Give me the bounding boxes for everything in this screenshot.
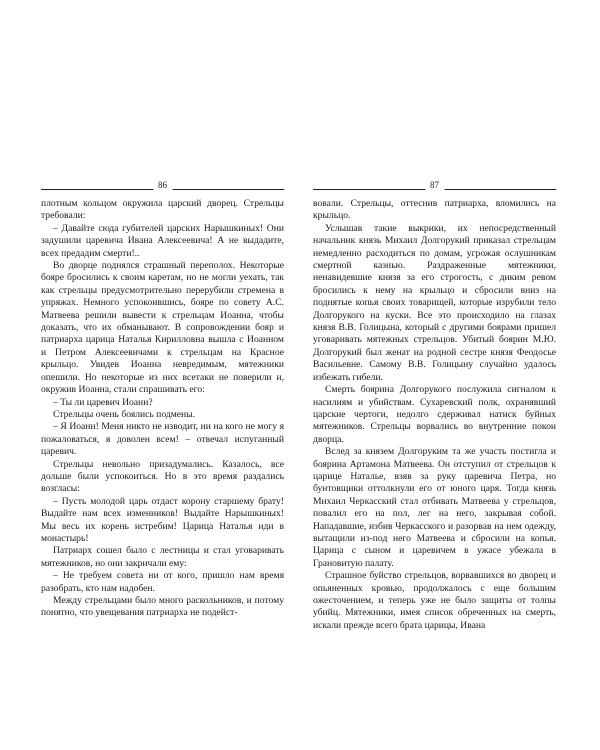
paragraph: вовали. Стрельцы, оттеснив патриарха, вломились на крыльцо. [313,198,556,222]
paragraph: Стрельцы невольно призадумались. Казалось, все дольше были успокоиться. Но в это время раздались возгласы: [41,458,284,495]
paragraph: Смерть боярина Долгорукого послужила сигналом к насилиям и убийствам. Сухаревский полк, охранявший царские чертоги, недолго сдерживал натиск буйных мятежников. Стрельцы ворвались во внутренние покои дворца. [313,384,556,445]
paragraph: – Я Иоанн! Меня никто не изводит, ни на кого не могу я пожаловаться, я доволен всем! – отвечал испуганный царевич. [41,421,284,458]
paragraph: Между стрельцами было много раскольников, и потому понятно, что увещевания патриарха не подейст- [41,595,284,619]
left-page [41,178,284,620]
paragraph: плотным кольцом окружила царский дворец. Стрельцы требовали: [41,198,284,222]
paragraph: Стрельцы очень боялись подмены. [53,408,196,420]
paragraph: – Давайте сюда губителей царских Нарышкиных! Они задушили царевича Ивана Алексеевича! А не выдадите, всех предадим смерти!.. [41,222,284,259]
right-page [313,178,556,632]
left-page-header [41,178,284,194]
paragraph: Страшное буйство стрельцов, ворвавшихся во дворец и опьяненных кровью, продолжалось с еще большим ожесточением, и теперь уже не было защиты от толпы убийц. Мятежники, имея список обреченных на смерть, искали прежде всего брата царицы, Ивана [313,570,556,631]
right-page-text [313,198,556,632]
paragraph: – Ты ли царевич Иоанн? [53,396,153,408]
paragraph: Во дворце поднялся страшный переполох. Некоторые бояре бросились к своим каретам, но не могли уехать, так как стрельцы предусмотрительно перерубили стремена в упряжах. Немного успокоившись, бояре по совету А.С. Матвеева решили вывести к стрельцам Иоанна, чтобы доказать, что их обманывают. В сопровождении бояр и патриарха царица Наталья Кирилловна вышла с Иоанном и Петром Алексеевичами к стрельцам на Красное крыльцо. Увидев Иоанна невредимым, мятежники опешили. Но некоторые из них всетаки не поверили и, окружив Иоанна, стали спрашивать его: [41,260,284,396]
page-number: 87 [425,178,444,192]
paragraph: – Не требуем совета ни от кого, пришло нам время разобрать, кто нам надобен. [41,570,284,594]
right-page-header [313,178,556,194]
page-number: 86 [153,178,172,192]
paragraph: – Пусть молодой царь отдаст корону старшему брату! Выдайте нам всех изменников! Выдайте Нарышкиных! Мы весь их корень истребим! Царица Наталья иди в монастырь! [41,495,284,544]
left-page-text [41,198,284,620]
paragraph: Патриарх сошел было с лестницы и стал уговаривать мятежников, но они закричали ему: [41,545,284,569]
paragraph: Услышав такие выкрики, их непосредственный начальник князь Михаил Долгорукий приказал стрельцам немедленно расходиться по домам, угрожая ослушникам смертной казнью. Раздраженные мятежники, ненавидевшие князя за его строгость, с диким ревом бросились к нему на крыльцо и сбросили вниз на поднятые копья своих товарищей, которые изрубили тело Долгорукого на куски. Все это происходило на глазах князя В.В. Голицына, который с другими боярами пришел уговаривать мятежных стрельцов. Убитый боярин М.Ю. Долгорукий был женат на родной сестре князя Феодосье Васильевне. Самому В.В. Голицыну случайно удалось избежать гибели. [313,222,556,383]
paragraph: Вслед за князем Долгоруким та же участь постигла и боярина Артамона Матвеева. Он отступил от стрельцов к царице Наталье, взяв за руку царевича Петра, но бунтовщики оттолкнули его от юного царя. Тогда князь Михаил Черкасский стал отбивать Матвеева у стрельцов, повалил его на пол, лег на него, закрывая собой. Нападавшие, избив Черкасского и разорвав на нем одежду, вытащили из-под него Матвеева и сбросили на копья. Царица с сыном и царевичем в ужасе убежала в Грановитую палату. [313,446,556,569]
